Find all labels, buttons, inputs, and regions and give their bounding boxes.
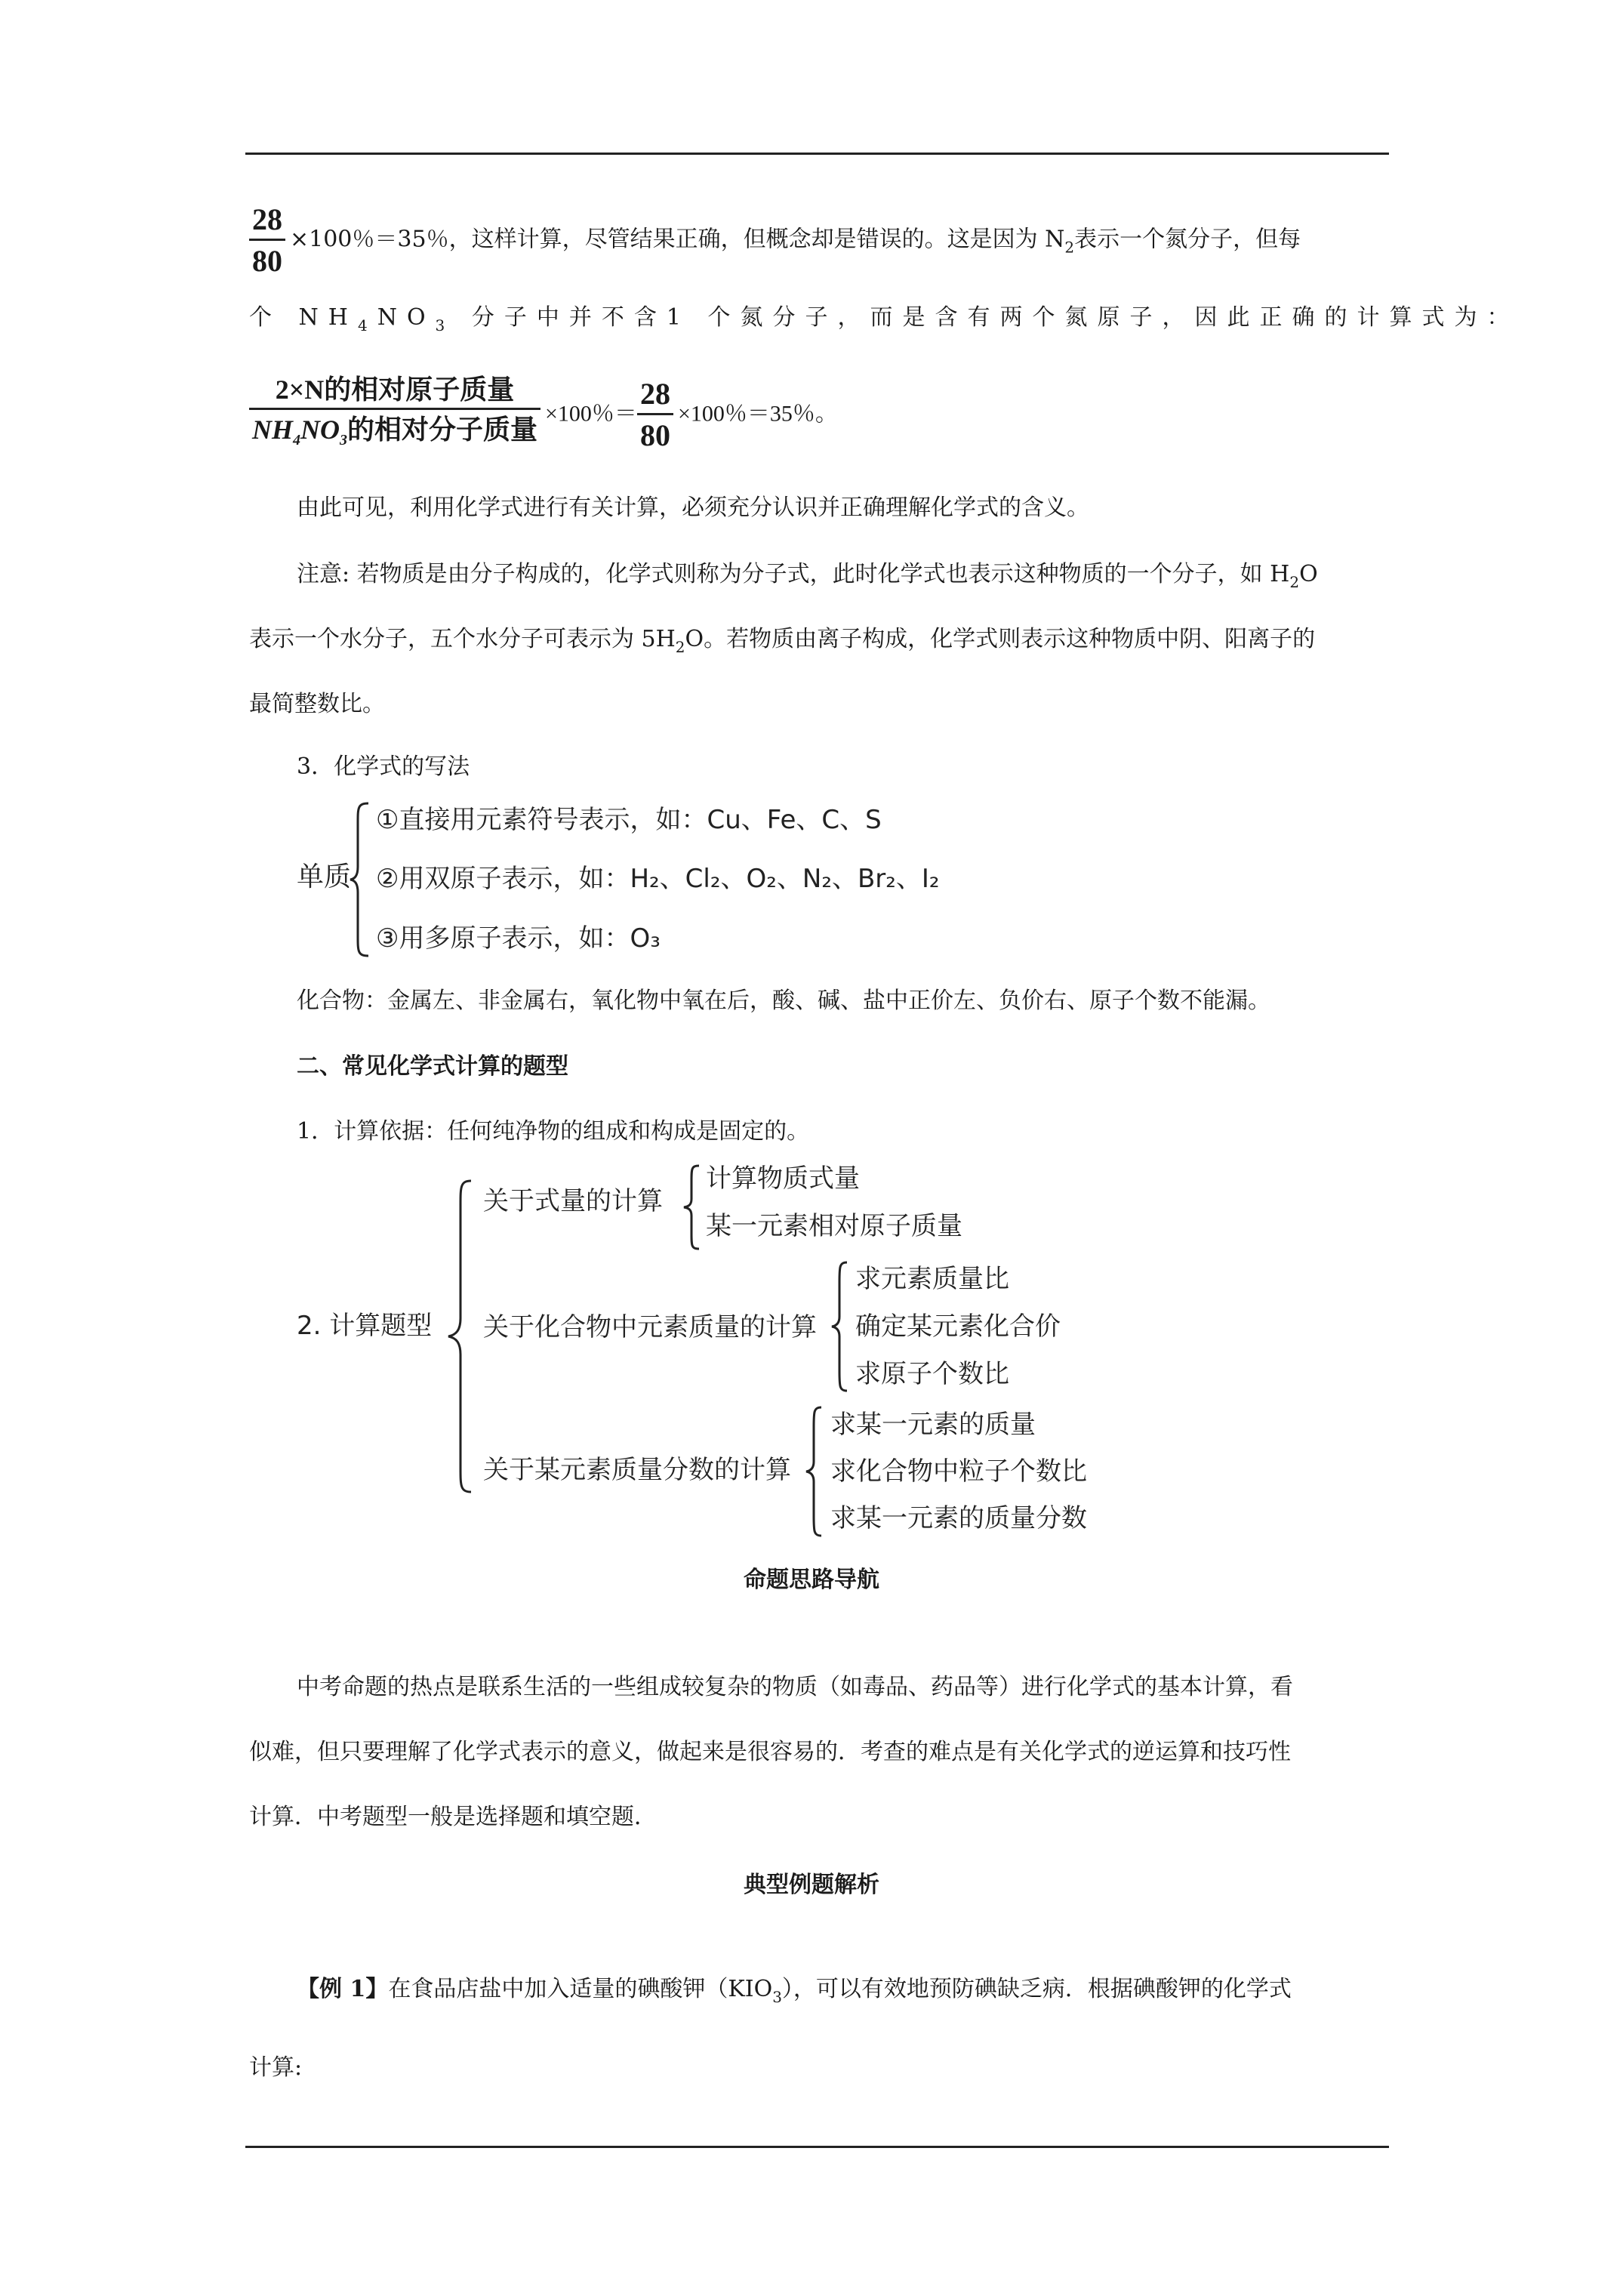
branch-3-item-2: 求化合物中粒子个数比 xyxy=(830,1456,1087,1487)
branch-2-item-1: 求元素质量比 xyxy=(855,1264,1009,1294)
heading-nav: 命题思路导航 xyxy=(744,1567,879,1593)
formula-numerator: 2×N的相对原子质量 xyxy=(249,373,540,410)
formula-times-1: ×100％＝ xyxy=(545,401,637,427)
calc-branch-2: 关于化合物中元素质量的计算 xyxy=(483,1312,817,1342)
elemental-item-2: ②用双原子表示，如：H₂、Cl₂、O₂、N₂、Br₂、I₂ xyxy=(376,864,940,894)
elemental-item-1: ①直接用元素符号表示，如：Cu、Fe、C、S xyxy=(376,805,882,835)
line2-sub1: 4 xyxy=(357,316,377,334)
note-line2-sub: 2 xyxy=(675,638,685,656)
formula-fraction-2-den: 80 xyxy=(639,418,670,452)
heading-examples: 典型例题解析 xyxy=(744,1872,879,1898)
paragraph-line-1 xyxy=(249,202,1301,279)
branch-2-item-3: 求原子个数比 xyxy=(855,1359,1009,1389)
formula-denominator xyxy=(249,410,540,457)
branch-1-item-2: 某一元素相对原子质量 xyxy=(706,1211,962,1241)
branch-1-brace xyxy=(682,1163,702,1252)
footer-rule xyxy=(245,2146,1389,2148)
den-sub1: 4 xyxy=(293,432,300,448)
compound-rule: 化合物：金属左、非金属右，氧化物中氧在后，酸、碱、盐中正价左、负价右、原子个数不能漏。 xyxy=(297,988,1270,1014)
elemental-label: 单质 xyxy=(297,861,352,892)
branch-3-item-3: 求某一元素的质量分数 xyxy=(830,1503,1087,1533)
elemental-item-3: ③用多原子表示，如：O₃ xyxy=(376,923,661,954)
formula-fraction-2-num: 28 xyxy=(637,377,673,415)
nav-para-line-3: 计算．中考题型一般是选择题和填空题． xyxy=(249,1804,657,1830)
line2-mid: NO xyxy=(377,304,436,331)
calc-types-main-brace xyxy=(445,1178,476,1495)
calc-branch-3: 关于某元素质量分数的计算 xyxy=(483,1455,791,1485)
header-rule xyxy=(245,153,1389,155)
note-line2-a: 表示一个水分子，五个水分子可表示为 5H xyxy=(249,626,676,652)
paragraph-line-2 xyxy=(249,302,1519,341)
line1-n-subscript: 2 xyxy=(1064,238,1075,257)
nav-para-line-2: 似难，但只要理解了化学式表示的意义，做起来是很容易的．考查的难点是有关化学式的逆运算和技巧性 xyxy=(249,1739,1291,1765)
fraction-numerator: 28 xyxy=(249,202,285,241)
example-1-line1-a: 在食品店盐中加入适量的碘酸钾（KIO xyxy=(388,1976,773,2002)
line2-sub2: 3 xyxy=(435,316,455,334)
branch-2-brace xyxy=(830,1259,850,1394)
calc-branch-1: 关于式量的计算 xyxy=(483,1186,663,1216)
example-1-tag: 【例 1】 xyxy=(297,1976,389,2002)
calc-types-label: 2. 计算题型 xyxy=(297,1311,433,1341)
conclusion-paragraph: 由此可见，利用化学式进行有关计算，必须充分认识并正确理解化学式的含义。 xyxy=(297,495,1089,521)
branch-3-brace xyxy=(805,1404,824,1539)
elemental-brace xyxy=(349,800,371,959)
formula-times-2: ×100％＝35％。 xyxy=(677,401,838,427)
formula-line xyxy=(249,373,838,457)
note-line2-b: O。若物质由离子构成，化学式则表示这种物质中阴、阳离子的 xyxy=(685,626,1316,652)
example-1-line1-b: ），可以有效地预防碘缺乏病．根据碘酸钾的化学式 xyxy=(781,1976,1292,2002)
fraction-denominator: 80 xyxy=(252,244,282,278)
den-sub2: 3 xyxy=(340,432,347,448)
note-line1-sub: 2 xyxy=(1289,573,1300,591)
calc-basis: 1．计算依据：任何纯净物的组成和构成是固定的。 xyxy=(297,1118,810,1145)
line2-pre: 个 NH xyxy=(249,304,358,331)
section-3-heading: 3．化学式的写法 xyxy=(297,754,470,780)
branch-1-item-1: 计算物质式量 xyxy=(706,1163,860,1194)
note-line-3: 最简整数比。 xyxy=(249,691,385,717)
note-line-1 xyxy=(297,559,1318,598)
branch-2-item-2: 确定某元素化合价 xyxy=(855,1311,1061,1342)
note-line-2 xyxy=(249,624,1315,663)
den-pre: NH xyxy=(252,415,293,445)
fraction-28-80 xyxy=(249,202,285,279)
example-1-line-1 xyxy=(297,1974,1292,2013)
section-2-heading: 二、常见化学式计算的题型 xyxy=(297,1053,568,1080)
note-line1-b: O xyxy=(1299,561,1318,587)
formula-fraction-2 xyxy=(637,377,673,453)
line2-post: 分子中并不含1 个氮分子，而是含有两个氮原子，因此正确的计算式为： xyxy=(471,304,1520,331)
note-line1-a: 注意: 若物质是由分子构成的，化学式则称为分子式，此时化学式也表示这种物质的一个分子，如 H xyxy=(297,561,1290,587)
formula-fraction xyxy=(249,373,540,457)
line1-text-a: ×100％＝35％，这样计算，尽管结果正确，但概念却是错误的。这是因为 N xyxy=(290,226,1065,253)
den-mid: NO xyxy=(300,415,340,445)
example-1-line-2: 计算: xyxy=(249,2054,303,2081)
example-1-line1-sub: 3 xyxy=(772,1988,782,2006)
nav-para-line-1: 中考命题的热点是联系生活的一些组成较复杂的物质（如毒品、药品等）进行化学式的基本计算，看 xyxy=(297,1674,1293,1700)
line1-text-b: 表示一个氮分子，但每 xyxy=(1074,226,1301,253)
den-post: 的相对分子质量 xyxy=(347,415,538,445)
branch-3-item-1: 求某一元素的质量 xyxy=(830,1410,1036,1440)
